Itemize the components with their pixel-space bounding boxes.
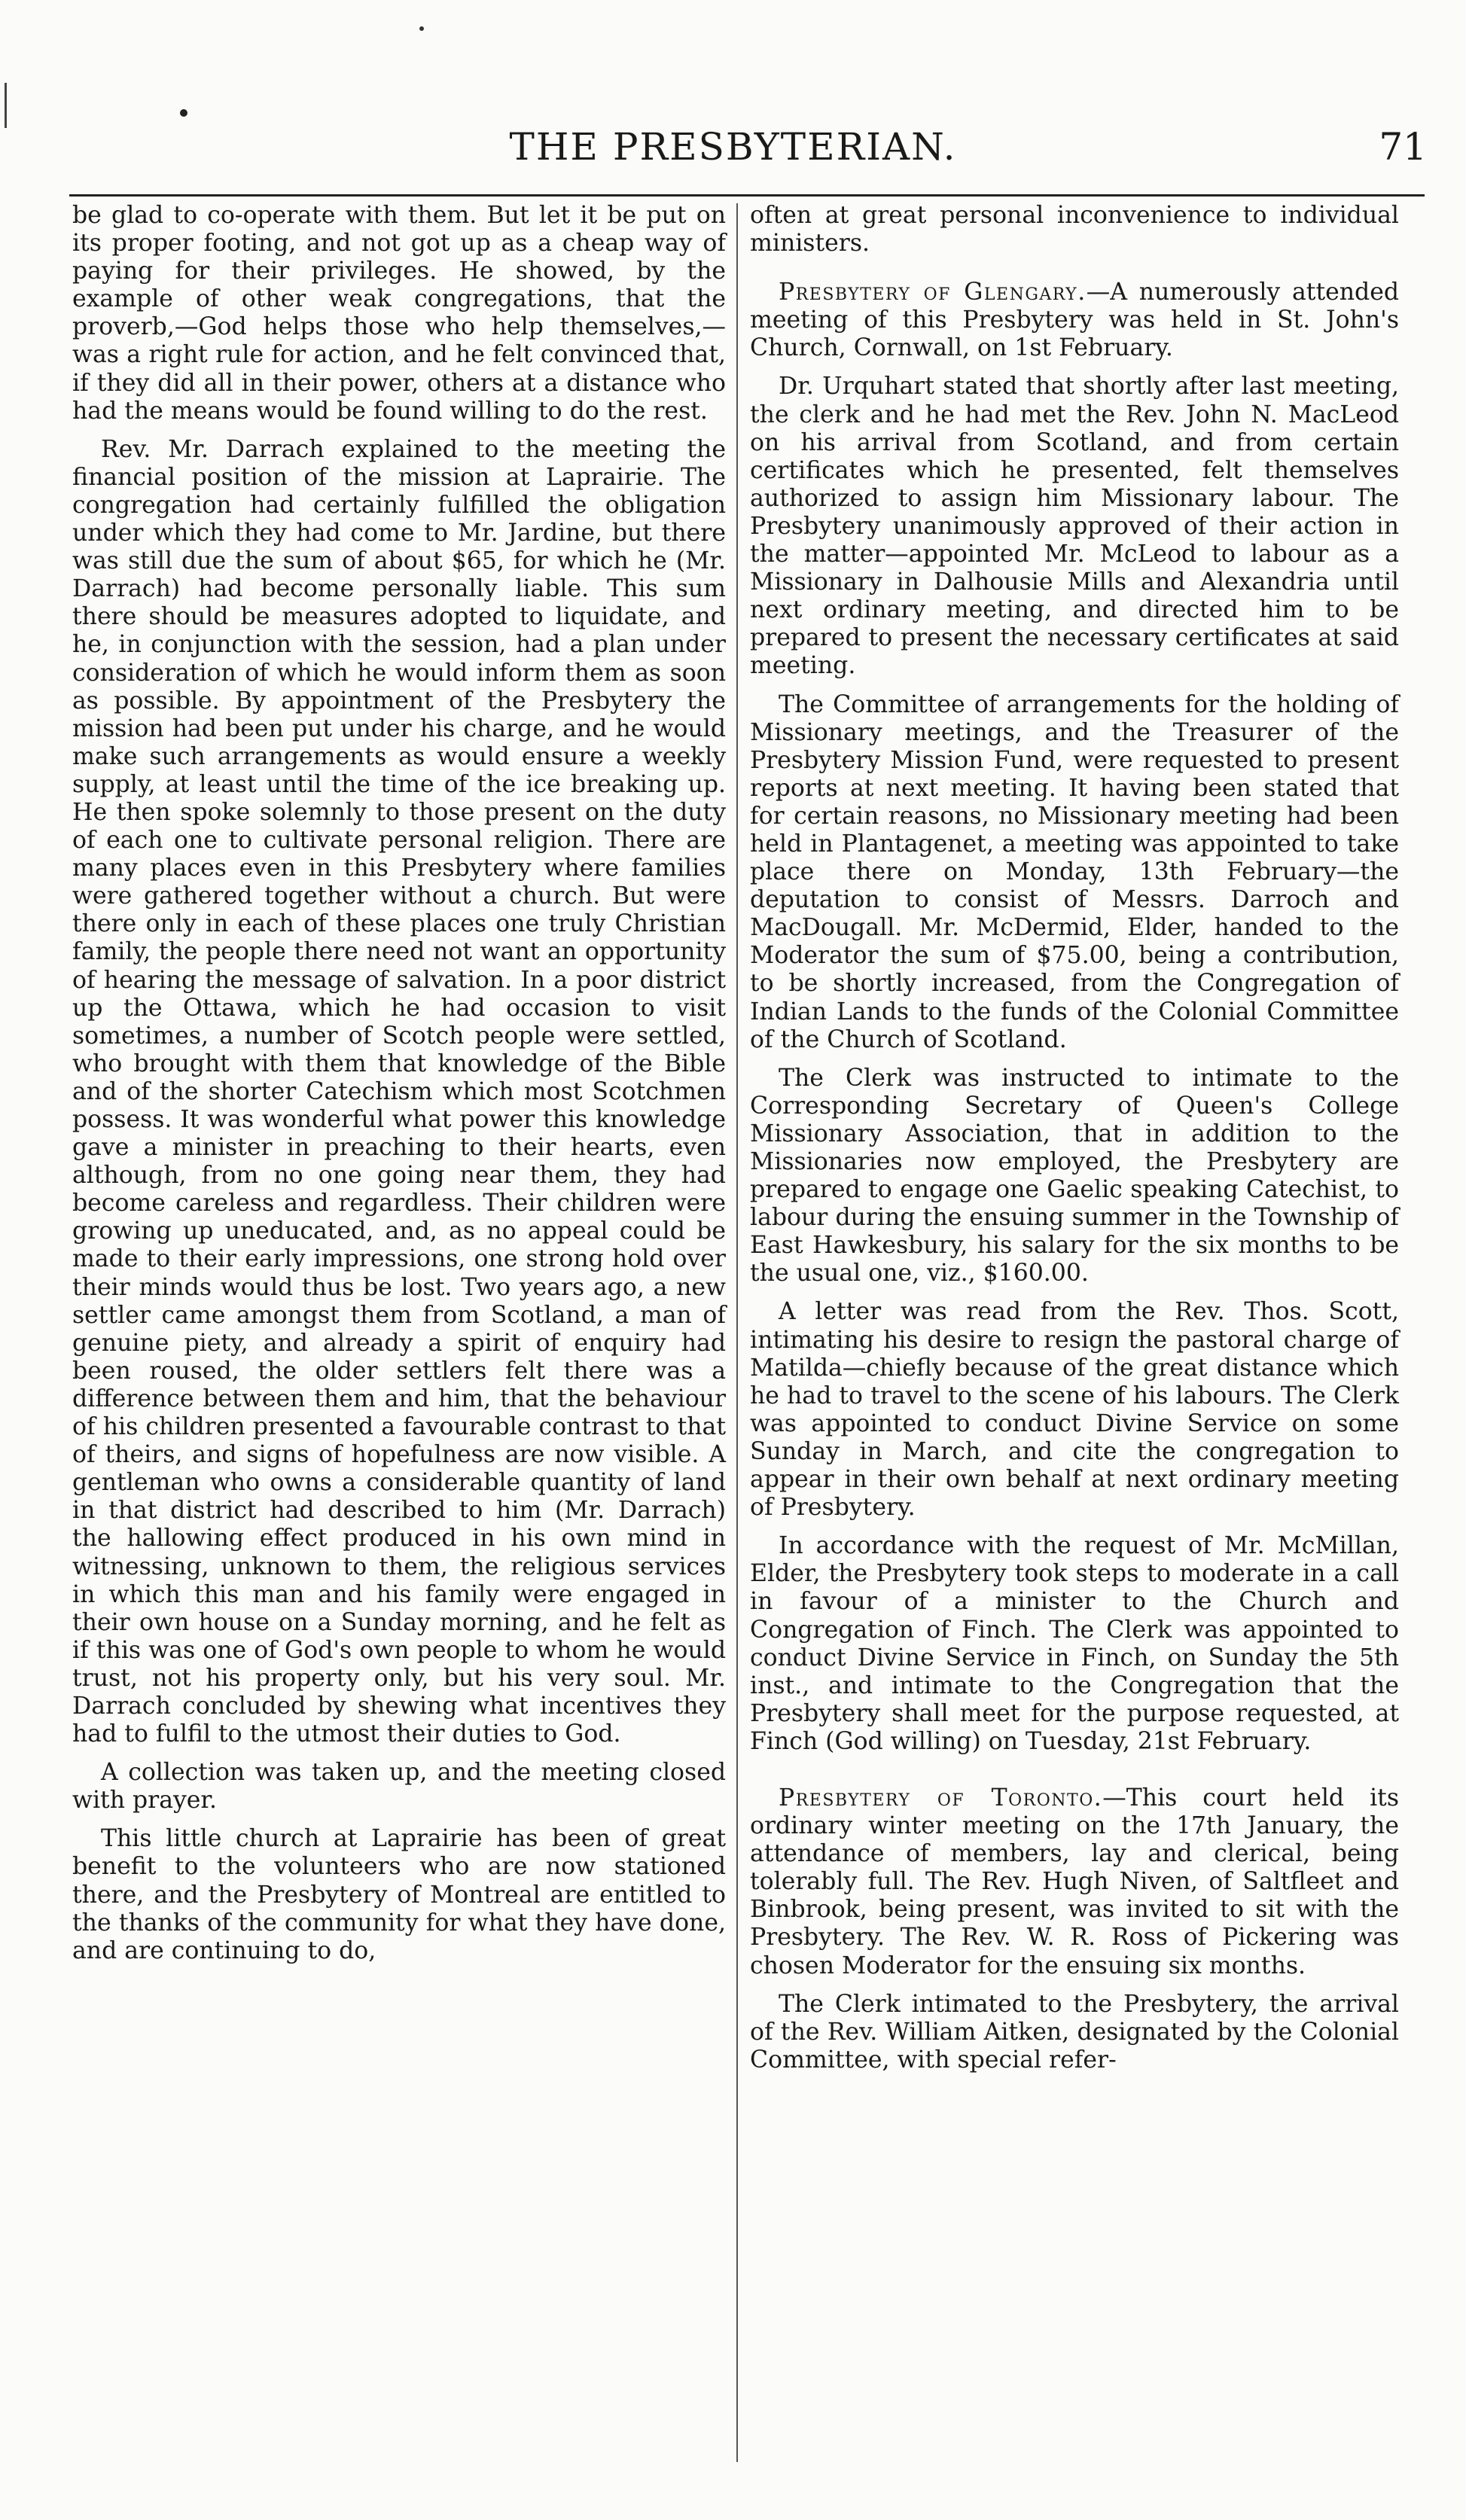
paragraph: often at great personal inconvenience to individual ministers. (750, 202, 1399, 257)
paragraph-text: —A numerously attended meeting of this Presbytery was held in St. John's Church, Cornwall, on 1st February. (750, 279, 1399, 362)
section-glengary-intro (750, 279, 1399, 362)
paragraph: A collection was taken up, and the meeting closed with prayer. (72, 1759, 726, 1815)
paragraph: Dr. Urquhart stated that shortly after last meeting, the clerk and he had met the Rev. John N. MacLeod on his arrival from Scotland, and from certain certificates which he presented, felt themselves authorized to assign him Missionary labour. The Presbytery unanimously approved of their action in the matter—appointed Mr. McLeod to labour as a Missionary in Dalhousie Mills and Alexandria until next ordinary meeting, and directed him to be prepared to present the necessary certificates at said meeting. (750, 373, 1399, 680)
page-number: 71 (1379, 125, 1427, 169)
paragraph: A letter was read from the Rev. Thos. Scott, intimating his desire to resign the pastoral charge of Matilda—chiefly because of the great distance which he had to travel to the scene of his labours. The Clerk was appointed to conduct Divine Service on some Sunday in March, and cite the congregation to appear in their own behalf at next ordinary meeting of Presbytery. (750, 1298, 1399, 1522)
paragraph: The Committee of arrangements for the holding of Missionary meetings, and the Treasurer of the Presbytery Mission Fund, were requested to present reports at next meeting. It having been stated that for certain reasons, no Missionary meeting had been held in Plantagenet, a meeting was appointed to take place there on Monday, 13th February—the deputation to consist of Messrs. Darroch and MacDougall. Mr. McDermid, Elder, handed to the Moderator the sum of $75.00, being a contribution, to be shortly increased, from the Congregation of Indian Lands to the funds of the Colonial Committee of the Church of Scotland. (750, 690, 1399, 1053)
section-toronto-intro (750, 1784, 1399, 1980)
column-divider (736, 203, 738, 2462)
paragraph: In accordance with the request of Mr. McMillan, Elder, the Presbytery took steps to moderate in a call in favour of a minister to the Church and Congregation of Finch. The Clerk was appointed to conduct Divine Service in Finch, on Sunday the 5th inst., and intimate to the Congregation that the Presbytery shall meet for the purpose requested, at Finch (God willing) on Tuesday, 21st February. (750, 1532, 1399, 1755)
section-heading-toronto: Presbytery of Toronto. (779, 1784, 1103, 1812)
paragraph-text: —This court held its ordinary winter meeting on the 17th January, the attendance of members, lay and clerical, being tolerably full. The Rev. Hugh Niven, of Saltfleet and Binbrook, being present, was invited to sit with the Presbytery. The Rev. W. R. Ross of Pickering was chosen Moderator for the ensuing six months. (750, 1784, 1399, 1979)
header-rule (69, 194, 1425, 197)
speck (419, 26, 424, 31)
page-header (0, 120, 1466, 181)
running-title: THE PRESBYTERIAN. (509, 125, 957, 169)
paragraph: be glad to co-operate with them. But let it be put on its proper footing, and not got up as a cheap way of paying for their privileges. He showed, by the example of other weak congregations, that the proverb,—God helps those who help themselves,—was a right rule for action, and he felt convinced that, if they did all in their power, others at a distance who had the means would be found willing to do the rest. (72, 202, 726, 425)
right-column (750, 202, 1399, 2085)
paragraph: Rev. Mr. Darrach explained to the meeting the financial position of the mission at Laprairie. The congregation had certainly fulfilled the obligation under which they had come to Mr. Jardine, but there was still due the sum of about $65, for which he (Mr. Darrach) had become personally liable. This sum there should be measures adopted to liquidate, and he, in conjunction with the session, had a plan under consideration of which he would inform them as soon as possible. By appointment of the Presbytery the mission had been put under his charge, and he would make such arrangements as would ensure a weekly supply, at least until the time of the ice breaking up. He then spoke solemnly to those present on the duty of each one to cultivate personal religion. There are many places even in this Presbytery where families were gathered together without a church. But were there only in each of these places one truly Christian family, the people there need not want an opportunity of hearing the message of salvation. In a poor district up the Ottawa, which he had occasion to visit sometimes, a number of Scotch people were settled, who brought with them that knowledge of the Bible and of the shorter Catechism which most Scotchmen possess. It was wonderful what power this knowledge gave a minister in preaching to their hearts, even although, from no one going near them, they had become careless and regardless. Their children were growing up uneducated, and, as no appeal could be made to their early impressions, one strong hold over their minds would thus be lost. Two years ago, a new settler came amongst them from Scotland, a man of genuine piety, and already a spirit of enquiry had been roused, the older settlers felt there was a difference between them and him, that the behaviour of his children presented a favourable contrast to that of theirs, and signs of hopefulness are now visible. A gentleman who owns a considerable quantity of land in that district had described to him (Mr. Darrach) the hallowing effect produced in his own mind in witnessing, unknown to them, the religious services in which this man and his family were engaged in their own house on a Sunday morning, and he felt as if this was one of God's own people to whom he would trust, not his property only, but his very soul. Mr. Darrach concluded by shewing what incentives they had to fulfil to the utmost their duties to God. (72, 435, 726, 1748)
left-column (72, 202, 726, 1976)
paragraph: The Clerk intimated to the Presbytery, the arrival of the Rev. William Aitken, designated by the Colonial Committee, with special refer- (750, 1990, 1399, 2074)
paragraph: This little church at Laprairie has been of great benefit to the volunteers who are now stationed there, and the Presbytery of Montreal are entitled to the thanks of the community for what they have done, and are continuing to do, (72, 1825, 726, 1964)
paragraph: The Clerk was instructed to intimate to the Corresponding Secretary of Queen's College Missionary Association, that in addition to the Missionaries now employed, the Presbytery are prepared to engage one Gaelic speaking Catechist, to labour during the ensuing summer in the Township of East Hawkesbury, his salary for the six months to be the usual one, viz., $160.00. (750, 1064, 1399, 1287)
speck (180, 109, 187, 117)
section-heading-glengary: Presbytery of Glengary. (779, 279, 1087, 306)
